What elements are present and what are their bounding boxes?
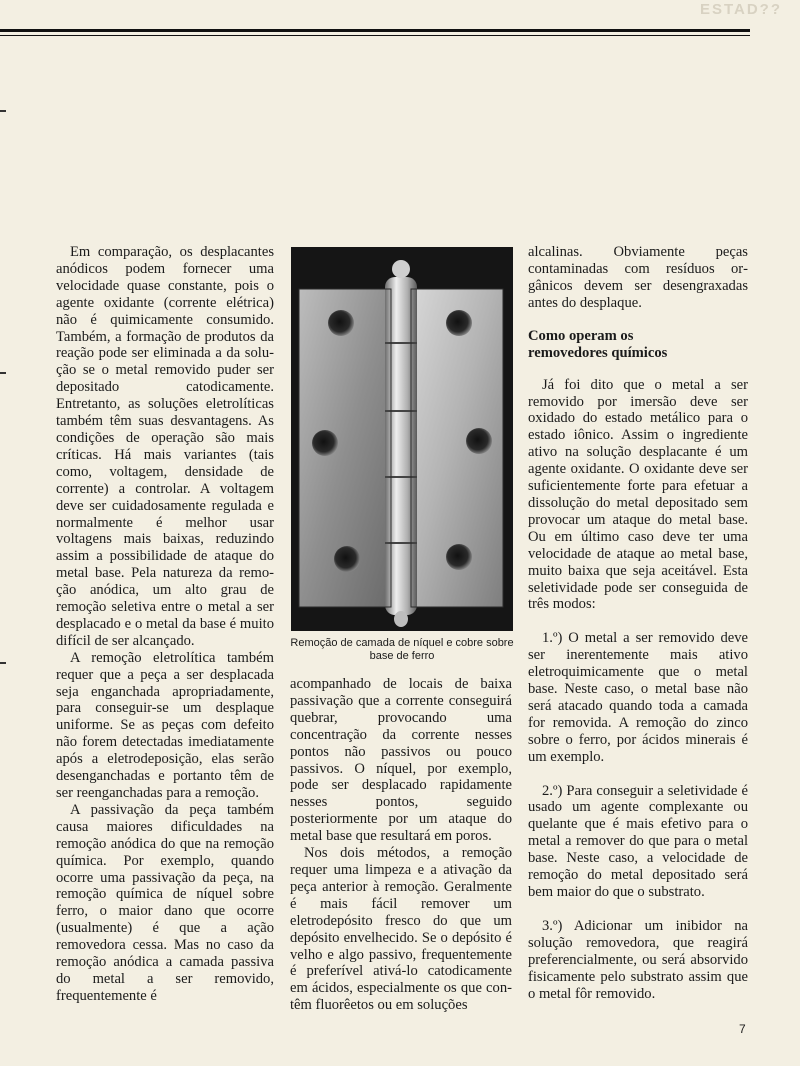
- section-heading-line: Como operam os: [528, 327, 634, 344]
- paragraph: alcalinas. Obviamente peças contaminadas com resíduos orgânicos devem ser desengraxadas antes do desplaque.: [528, 244, 748, 311]
- paragraph: Em comparação, os desplacantes anódicos podem fornecer uma velocidade quase constante, pois o agente oxidante (corrente elétrica) não é quimicamente consumido. Também, a formação de produtos da reação pode ser eliminada a da solução se o metal removido puder ser depositado catodicamente. Entretanto, as soluções eletrolíticas também têm suas desvantagens. As condições de operação são mais críticas. Há mais variantes (tais como, voltagem, densidade de corrente) a controlar. A voltagem deve ser cuidadosamente regulada e normalmente é melhor usar voltagens mais baixas, reduzindo assim a possibilidade de ataque do metal base. Pela natureza da remoção anódica, um alto grau de remoção seletiva entre o metal a ser desplacado e o metal da base é muito difícil de ser alcançado.: [56, 244, 274, 649]
- hinge-illustration: [291, 247, 513, 631]
- numbered-paragraph: 2.º) Para conseguir a seletividade é usado um agente complexante ou quelante que é mais efetivo para o metal a remover do que para o metal base. Neste caso, a velocidade de remoção do metal depositado será bem maior do que o substrato.: [528, 782, 748, 900]
- figure-caption: Remoção de camada de níquel e cobre sobre base de ferro: [290, 637, 514, 662]
- top-rule: [0, 29, 750, 32]
- margin-mark: [0, 662, 6, 664]
- text-column-3: [528, 244, 748, 1002]
- top-rule-thin: [0, 35, 750, 36]
- section-heading: [528, 328, 748, 362]
- section-heading-line: removedores químicos: [528, 344, 668, 361]
- page-number: 7: [739, 1022, 746, 1036]
- paragraph: acompanhado de locais de baixa passivação que a corrente conseguirá quebrar, provocando uma concentração da corrente nesses pontos não passivos ou pouco passivos. O níquel, por exemplo, pode ser desplacado rapidamente nesses pontos, seguido posteriormente por um ataque do metal base que resultará em poros.: [290, 676, 512, 845]
- paragraph: A remoção eletrolítica também requer que a peça a ser desplacada seja enganchada apropriadamente, para conseguir-se um desplaque uniforme. Se as peças com defeito não forem detectadas imediatamente após a eletrodeposição, elas serão desenganchadas e portanto têm de ser reenganchadas para a remoção.: [56, 649, 274, 801]
- text-column-1: [56, 244, 274, 1005]
- hinge-photo: [291, 247, 513, 631]
- margin-mark: [0, 372, 6, 374]
- numbered-paragraph: 1.º) O metal a ser removido deve ser inerentemente mais ativo eletroquimicamente que o metal base. Neste caso, o metal base não será atacado quando toda a camada for removida. A remoção do zinco sobre o ferro, por ácidos minerais é um exemplo.: [528, 630, 748, 765]
- margin-mark: [0, 110, 6, 112]
- paragraph: A passivação da peça também causa maiores dificuldades na remoção anódica do que na remoção química. Por exemplo, quando ocorre uma passivação da peça, na remoção química de níquel sobre ferro, o maior dano que ocorre (usualmente) é que a ação removedora cessa. Mas no caso da remoção anódica a camada passiva do metal a ser removido, frequentemente é: [56, 801, 274, 1004]
- running-header-faded: ESTAD??: [699, 1, 782, 18]
- text-column-2: [290, 676, 512, 1014]
- paragraph: Nos dois métodos, a remoção requer uma limpeza e a ativação da peça anterior à remoção. Geralmente é mais fácil remover um eletrodepósito fresco do que um depósito envelhecido. Se o depósito é velho e algo passivo, frequentemente é preferível ativá-lo catodicamente em ácidos, especialmente os que contêm fluorêetos ou em soluções: [290, 845, 512, 1014]
- numbered-paragraph: 3.º) Adicionar um inibidor na solução removedora, que reagirá preferencialmente, ou será absorvido fisicamente pelo substrato assim que o metal fôr removido.: [528, 917, 748, 1002]
- paragraph: Já foi dito que o metal a ser removido por imersão deve ser oxidado do estado metálico para o estado iônico. Assim o ingrediente ativo na solução desplacante é um agente oxidante. O oxidante deve ser suficientemente forte para efetuar a dissolução do metal depositado sem provocar um ataque do metal base. Ou em último caso deve ter uma velocidade de ataque ao metal base, muito baixa que seja aceitável. Esta seletividade pode ser conseguida de três modos:: [528, 376, 748, 613]
